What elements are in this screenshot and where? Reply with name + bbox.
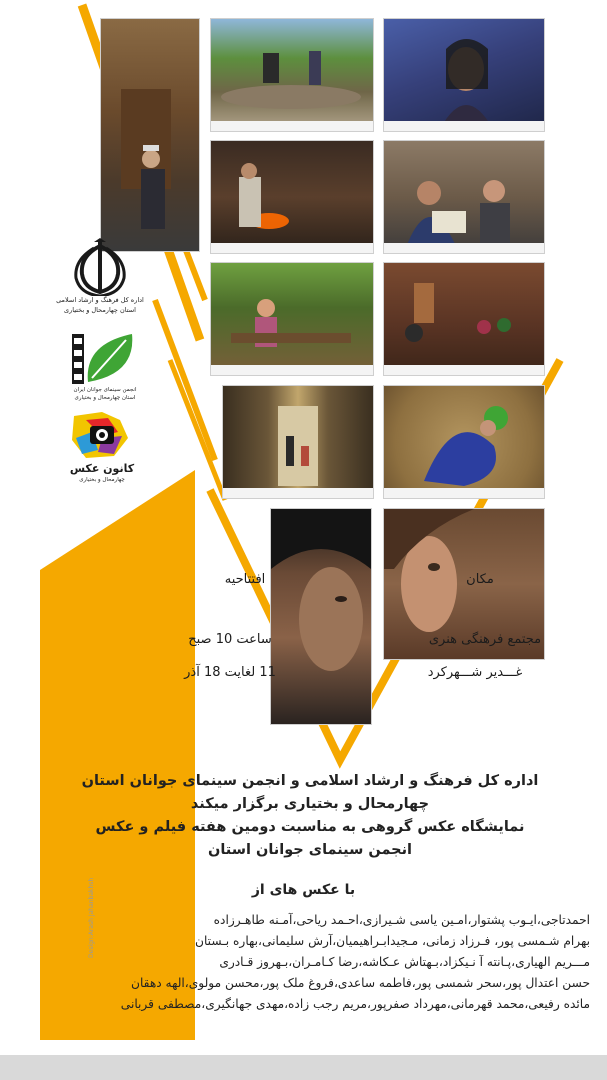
gov-text-line1: اداره کل فرهنگ و ارشاد اسلامی — [56, 296, 144, 304]
photographers-list — [80, 910, 590, 1015]
venue-place: غـــدیر شـــهرکرد — [427, 665, 523, 680]
photographers-line: مائده رفیعی،محمد قهرمانی،مهرداد صفرپور،مریم رجب زاده،مهدی جهانگیری،مصطفی قربانی — [120, 997, 590, 1011]
photographers-line: احمدتاجی،ایـوب پشتوار،امـین یاسی شـیرازی،احـمد ریاحی،آمـنه طاهـرزاده — [213, 913, 590, 927]
opening-dates: 11 لغایت 18 آذر — [184, 665, 276, 680]
cinema-text-line2: استان چهارمحال و بختیاری — [74, 395, 136, 401]
venue-label: مکان — [466, 572, 494, 587]
orange-stripe-3 — [155, 300, 215, 460]
leaf-film-icon — [70, 330, 140, 388]
photo-woman-with-walnuts — [383, 385, 545, 499]
opening-time: ساعت 10 صبح — [188, 632, 272, 647]
photo-river-crossing — [210, 18, 374, 132]
photographers-line: بهرام شـمسی پور، فـرزاد زمانی، مـجیدابـراهیمیان،آرش سلیمانی،بهاره بـستان — [195, 934, 590, 948]
photographers-line: حسن اعتدال پور،سحر شمسی پور،فاطمه ساعدی،فروغ ملک پور،محسن مولوی،الهه دهقان — [131, 976, 590, 990]
photo-family-interior — [383, 262, 545, 376]
photographers-line: مـــریم الهیاری،پـانته آ نـیکزاد،بـهتاش عـکاشه،رضا کـامـران،بـهروز قـادری — [219, 955, 590, 969]
headline-line2: چهارمحال و بختیاری برگزار میکند — [190, 796, 430, 812]
club-subtitle: چهارمحال و بختیاری — [79, 477, 125, 483]
camera-map-icon — [62, 410, 142, 462]
photo-girl-in-forest — [210, 262, 374, 376]
photo-old-man-door — [100, 18, 200, 252]
headline-line1: اداره کل فرهنگ و ارشاد اسلامی و انجمن سینمای جوانان استان — [81, 773, 539, 789]
cinema-text-line1: انجمن سینمای جوانان ایران — [73, 387, 137, 393]
with-photos-label: با عکس های از — [251, 882, 356, 898]
venue-name: مجتمع فرهنگی هنری — [428, 632, 542, 647]
photo-blacksmith — [210, 140, 374, 254]
headline-line4: انجمن سینمای جوانان استان — [207, 842, 413, 858]
club-name: کانون عکس — [69, 462, 135, 475]
headline-line3: نمایشگاه عکس گروهی به مناسبت دومین هفته فیلم و عکس — [95, 819, 525, 835]
photo-doorway-corridor — [222, 385, 374, 499]
opening-label: افتتاحیه — [224, 572, 266, 587]
gov-text-line2: استان چهارمحال و بختیاری — [64, 306, 136, 314]
photo-club-logo — [62, 410, 142, 490]
photo-elderly-woman-face — [270, 508, 372, 725]
photo-mother-child-reading — [383, 140, 545, 254]
photo-woman-portrait — [383, 18, 545, 132]
design-credit: Design:Arash Jahanbakhsh — [88, 877, 95, 958]
gov-emblem-logo — [56, 236, 144, 326]
exhibition-headline — [60, 770, 560, 862]
iran-emblem-icon — [60, 236, 140, 296]
bottom-bar — [0, 1055, 607, 1080]
cinema-association-logo — [70, 330, 140, 405]
